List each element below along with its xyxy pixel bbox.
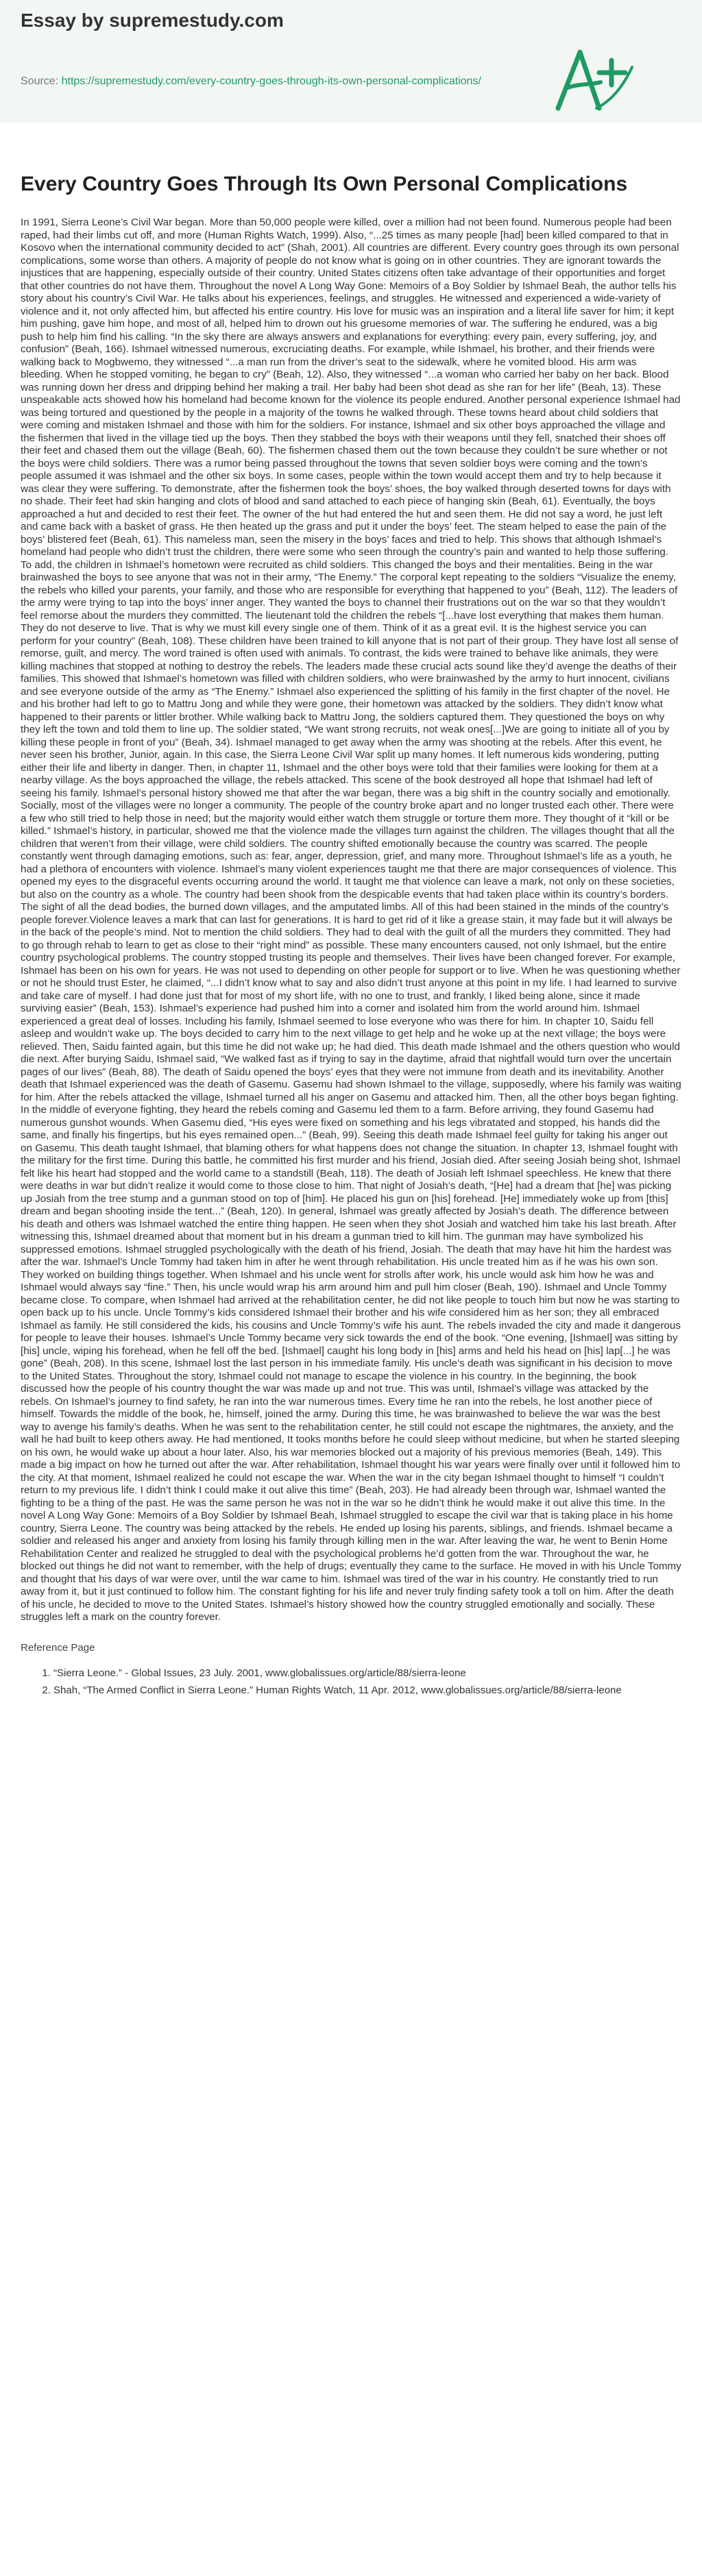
essay-title: Every Country Goes Through Its Own Personal Complications <box>21 173 628 195</box>
essay-body: In 1991, Sierra Leone’s Civil War began. More than 50,000 people were killed, over a million had not been found. Numerous people had been raped, had their limbs cut off, and more (Human Rights Watch, 1999). Also, “...25 times as many people [had] been killed compared to that in Kosovo when the international community decided to act” (Shah, 2001). All countries are different. Every country goes through its own personal complications, some worse than others. A majority of people do not know what is going on in other countries. They are ignorant towards the injustices that are happening, especially outside of their country. United States citizens often take advantage of their opportunities and forget that other countries do not have them. Throughout the novel A Long Way Gone: Memoirs of a Boy Soldier by Ishmael Beah, the author tells his story about his country’s Civil War. He talks about his experiences, feelings, and struggles. He witnessed and experienced a wide-variety of violence and it, not only affected him, but affected his entire country. His love for music was an inspiration and a literal life saver for him; it kept him pushing, gave him hope, and most of all, helped him to drown out his gruesome memories of war. The suffering he endured, was a big push to help him find his calling. “In the sky there are always answers and explanations for everything: every pain, every suffering, joy, and confusion” (Beah, 166). Ishmael witnessed numerous, excruciating deaths. For example, while Ishmael, his brother, and their friends were walking back to Mogbwemo, they witnessed “...a man run from the driver’s seat to the sidewalk, where he vomited blood. His arm was bleeding. When he stopped vomiting, he began to cry” (Beah, 12). Also, they witnessed “...a woman who carried her baby on her back. Blood was running down her dress and dripping behind her making a trail. Her baby had been shot dead as she ran for her life” (Beah, 13). These unspeakable acts showed how his homeland had become known for the violence its people endured. Another personal experience Ishmael had was being tortured and questioned by the people in a majority of the towns he walked through. These towns heard about child soldiers that were coming and mistaken Ishmael and those with him for the soldiers. For instance, Ishmael and six other boys approached the village and the fishermen that lived in the village tied up the boys. Then they stabbed the boys with their weapons until they fell, snatched their shoes off their feet and chased them out the village (Beah, 60). The fishermen chased them out the town because they couldn’t be sure whether or not the boys were child soldiers. There was a rumor being passed throughout the towns that seven soldier boys were coming and the town’s people assumed it was Ishmael and the other six boys. In some cases, people within the town would accept them and try to help because it was clear they were suffering. To demonstrate, after the fishermen took the boys’ shoes, the boy walked through deserted towns for days with no shade. Their feet had skin hanging and clots of blood and sand attached to each piece of hanging skin (Beah, 61). Eventually, the boys approached a hut and decided to rest their feet. The owner of the hut had entered the hut and seen them. He did not say a word, he just left and came back with a basket of grass. He then heated up the grass and put it under the boys’ feet. The steam helped to ease the pain of the boys’ blistered feet (Beah, 61). This nameless man, seen the misery in the boys’ faces and tried to help. This shows that although Ishmael’s homeland had people who didn’t trust the children, there were some who seen through the country’s pain and wanted to help those suffering. To add, the children in Ishmael’s hometown were recruited as child soldiers. This changed the boys and their mentalities. Being in the war brainwashed the boys to see anyone that was not in their army, “The Enemy.” The corporal kept repeating to the soldiers “Visualize the enemy, the rebels who killed your parents, your family, and those who are responsible for everything that happened to you” (Beah, 112). The leaders of the army were trying to tap into the boys’ inner anger. They wanted the boys to channel their frustrations out on the war so that they wouldn’t feel remorse about the murders they committed. The lieutenant told the children the rebels “[...have lost everything that makes them human. They do not deserve to live. That is why we must kill every single one of them. Think of it as a great evil. It is the highest service you can perform for your country” (Beah, 108). These children have been trained to kill anyone that is not part of their group. They have lost all sense of remorse, guilt, and mercy. The word trained is often used with animals. To contrast, the kids were trained to behave like animals, they were killing machines that stopped at nothing to destroy the rebels. The leaders made these crucial acts sound like they’d avenge the deaths of their families. This showed that Ishmael’s hometown was filled with children soldiers, who were brainwashed by the army to hurt innocent, civilians and see everyone outside of the army as “The Enemy.” Ishmael also experienced the splitting of his family in the first chapter of the novel. He and his brother had left to go to Mattru Jong and while they were gone, their hometown was attacked by the soldiers. They didn’t know what happened to their parents or littler brother. While walking back to Mattru Jong, the soldiers captured them. They questioned the boys on why they left the town and told them to line up. The soldier stated, “We want strong recruits, not weak ones[...]We are going to initiate all of you by killing these people in front of you” (Beah, 34). Ishmael managed to get away when the army was shooting at the rebels. After this event, he never seen his brother, Junior, again. In this case, the Sierra Leone Civil War split up many homes. It left numerous kids wondering, putting either their life and liberty in danger. Then, in chapter 11, Ishmael and the other boys were told that their families were looking for them at a nearby village. As the boys approached the village, the rebels attacked. This scene of the book destroyed all hope that Ishmael had left of seeing his family. Ishmael’s personal history showed me that after the war began, there was a big shift in the country socially and emotionally. Socially, most of the villages were no longer a community. The people of the country broke apart and no longer trusted each other. There were a few who still tried to help those in need; but the majority would either watch them struggle or torture them more. They thought of it “kill or be killed.” Ishmael’s history, in particular, showed me that the violence made the villages turn against the children. The villages thought that all the children that weren’t from their village, were child soldiers. The country shifted emotionally because the country was scarred. The people constantly went through damaging emotions, such as: fear, anger, depression, grief, and many more. Throughout Ishmael’s life as a youth, he had a plethora of encounters with violence. Ishmael’s many violent experiences taught me that there are major consequences of violence. This opened my eyes to the disgraceful events occurring around the world. It taught me that violence can leave a mark, not only on these societies, but also on the country as a whole. The country had been shook from the despicable events that had taken place within its country’s borders. The sight of all the dead bodies, the burned down villages, and the amputated limbs. All of this had been stained in the minds of the country’s people forever.Violence leaves a mark that can last for generations. It is hard to get rid of it like a grease stain, it may fade but it will always be in the back of the people’s mind. Not to mention the child soldiers. They had to deal with the guilt of all the murders they committed. They had to go through rehab to learn to get as close to their “right mind” as possible. These many encounters caused, not only Ishmael, but the entire country psychological problems. The country stopped trusting its people and themselves. Their lives have been changed forever. For example, Ishmael has been on his own for years. He was not used to depending on other people for support or to live. When he was questioning whether or not he should trust Ester, he claimed, “...I didn’t know what to say and also didn’t trust anyone at this point in my life. I had learned to survive and take care of myself. I had done just that for most of my short life, with no one to trust, and frankly, I liked being alone, since it made surviving easier” (Beah, 153). Ishmael’s experience had pushed him into a corner and isolated him from the world around him. Ishmael experienced a great deal of losses. Including his family, Ishmael seemed to lose everyone who was there for him. In chapter 10, Saidu fell asleep and wouldn’t wake up. The boys decided to carry him to the next village to get help and he woke up at the next village; the boys were relieved. Then, Saidu fainted again, but this time he did not wake up; he had died. This death made Ishmael and the others question who would die next. After burying Saidu, Ishmael said, “We walked fast as if trying to say in the daytime, afraid that nightfall would turn over the uncertain pages of our lives” (Beah, 88). The death of Saidu opened the boys’ eyes that they were not immune from death and its inevitability. Another death that Ishmael experienced was the death of Gasemu. Gasemu had shown Ishmael to the village, supposedly, where his family was waiting for him. After the rebels attacked the village, Ishmael turned all his anger on Gasemu and attacked him. Then, all the other boys began fighting. In the middle of everyone fighting, they heard the rebels coming and Gasemu led them to a farm. Before arriving, they found Gasemu had numerous gunshot wounds. When Gasemu died, “His eyes were fixed on something and his legs vibratated and stopped, his hands did the same, and finally his fingertips, but his eyes remained open...” (Beah, 99). Seeing this death made Ishmael feel guilty for taking his anger out on Gasemu. This death taught Ishmael, that blaming others for what happens does not change the situation. In chapter 13, Ishmael fought with the military for the first time. During this battle, he committed his first murder and his friend, Josiah died. After seeing Josiah being shot, Ishmael felt like his heart had stopped and the world came to a standstill (Beah, 118). The death of Josiah left Ishmael speechless. He knew that there were deaths in war but didn’t realize it would come to those close to him. That night of Josiah’s death, “[He] had a dream that [he] was picking up Josiah from the tree stump and a gunman stood on top of [him]. He placed his gun on [his] forehead. [He] immediately woke up from [this] dream and began shooting inside the tent...” (Beah, 120). In general, Ishmael was greatly affected by Josiah’s death. The difference between his death and others was Ishmael watched the entire thing happen. He seen when they shot Josiah and watched him take his last breath. After witnessing this, Ishmael dreamed about that moment but in his dream a gunman tried to kill him. The gunman may have symbolized his suppressed emotions. Ishmael struggled psychologically with the death of his friend, Josiah. The death that may have hit him the hardest was after the war. Ishmael’s Uncle Tommy had taken him in after he went through rehabilitation. His uncle treated him as if he was his own son. They worked on building things together. When Ishmael and his uncle went for strolls after work, his uncle would ask him how he was and Ishmael would always say “fine.” Then, his uncle would wrap his arm around him and pull him closer (Beah, 190). Ishmael and Uncle Tommy became close. To compare, when Ishmael had arrived at the rehabilitation center, he did not like people to touch him but now he was starting to open back up to his uncle. Uncle Tommy’s kids considered Ishmael their brother and his wife considered him as her son; they all embraced Ishmael as family. He still considered the kids, his cousins and Uncle Tommy’s wife his aunt. The rebels invaded the city and made it dangerous for people to leave their houses. Ishmael’s Uncle Tommy became very sick towards the end of the book. “One evening, [Ishmael] was sitting by [his] uncle, wiping his forehead, when he fell off the bed. [Ishmael] caught his long body in [his] arms and held his head on [his] lap[...] he was gone” (Beah, 208). In this scene, Ishmael lost the last person in his immediate family. His uncle’s death was significant in his decision to move to the United States. Throughout the story, Ishmael could not manage to escape the violence in his country. In the beginning, the book discussed how the people of his country thought the war was made up and not true. This was until, Ishmael’s village was attacked by the rebels. On Ishmael’s journey to find safety, he ran into the war numerous times. Every time he ran into the rebels, he lost another piece of himself. Towards the middle of the book, he, himself, joined the army. During this time, he was brainwashed to believe the war was the best way to avenge his family’s deaths. When he was sent to the rehabilitation center, he still could not escape the nightmares, the anxiety, and the wall he had built to keep others away. He had mentioned, It tooks months before he could sleep without medicine, but when he started sleeping on his own, he would wake up about a hour later. Also, his war memories blocked out a majority of his previous memories (Beah, 149). This made a big impact on how he turned out after the war. After rehabilitation, Ishmael thought his war years were finally over until it followed him to the city. At that moment, Ishmael realized he could not escape the war. When the war in the city began Ishmael thought to himself “I couldn’t return to my previous life. I didn’t think I could make it out alive this time” (Beah, 203). He had already been through war, Ishmael wanted the fighting to be a thing of the past. He was the same person he was not in the war so he didn’t think he would make it out alive this time. In the novel A Long Way Gone: Memoirs of a Boy Soldier by Ishmael Beah, Ishmael struggled to escape the civil war that is taking place in his home country, Sierra Leone. The country was being attacked by the rebels. He ended up losing his parents, siblings, and friends. Ishmael became a soldier and released his anger and anxiety from losing his family through killing men in the war. After leaving the war, he went to Benin Home Rehabilitation Center and realized he struggled to deal with the psychological problems he’d gotten from the war. Throughout the war, he blocked out things he did not want to remember, with the help of drugs; eventually they came to the surface. He moved in with his Uncle Tommy and thought that his days of war were over, until the war came to him. Ishmael was tired of the war in his country. He constantly tried to run away from it, but it just continued to follow him. The constant fighting for his life and never truly finding safety took a toll on him. After the death of his uncle, he decided to move to the United States. Ishmael’s history showed how the country struggled emotionally and socially. These struggles left a mark on the country forever. <box>21 217 681 1623</box>
site-title: Essay by supremestudy.com <box>21 10 284 31</box>
source-line <box>21 74 500 89</box>
source-link[interactable]: https://supremestudy.com/every-country-goes-through-its-own-personal-complications/ <box>61 75 481 87</box>
a-plus-logo-icon <box>551 40 640 115</box>
reference-item: 2. Shah, “The Armed Conflict in Sierra Leone.” Human Rights Watch, 11 Apr. 2012, www.globalissues.org/article/88/sierra-leone <box>53 1683 681 1697</box>
essay-article <box>21 171 681 1700</box>
source-label: Source: <box>21 75 62 87</box>
reference-list <box>21 1666 681 1697</box>
reference-heading: Reference Page <box>21 1641 95 1654</box>
reference-item: 1. “Sierra Leone.” - Global Issues, 23 July. 2001, www.globalissues.org/article/88/sierra-leone <box>53 1666 681 1680</box>
site-header <box>0 0 702 123</box>
